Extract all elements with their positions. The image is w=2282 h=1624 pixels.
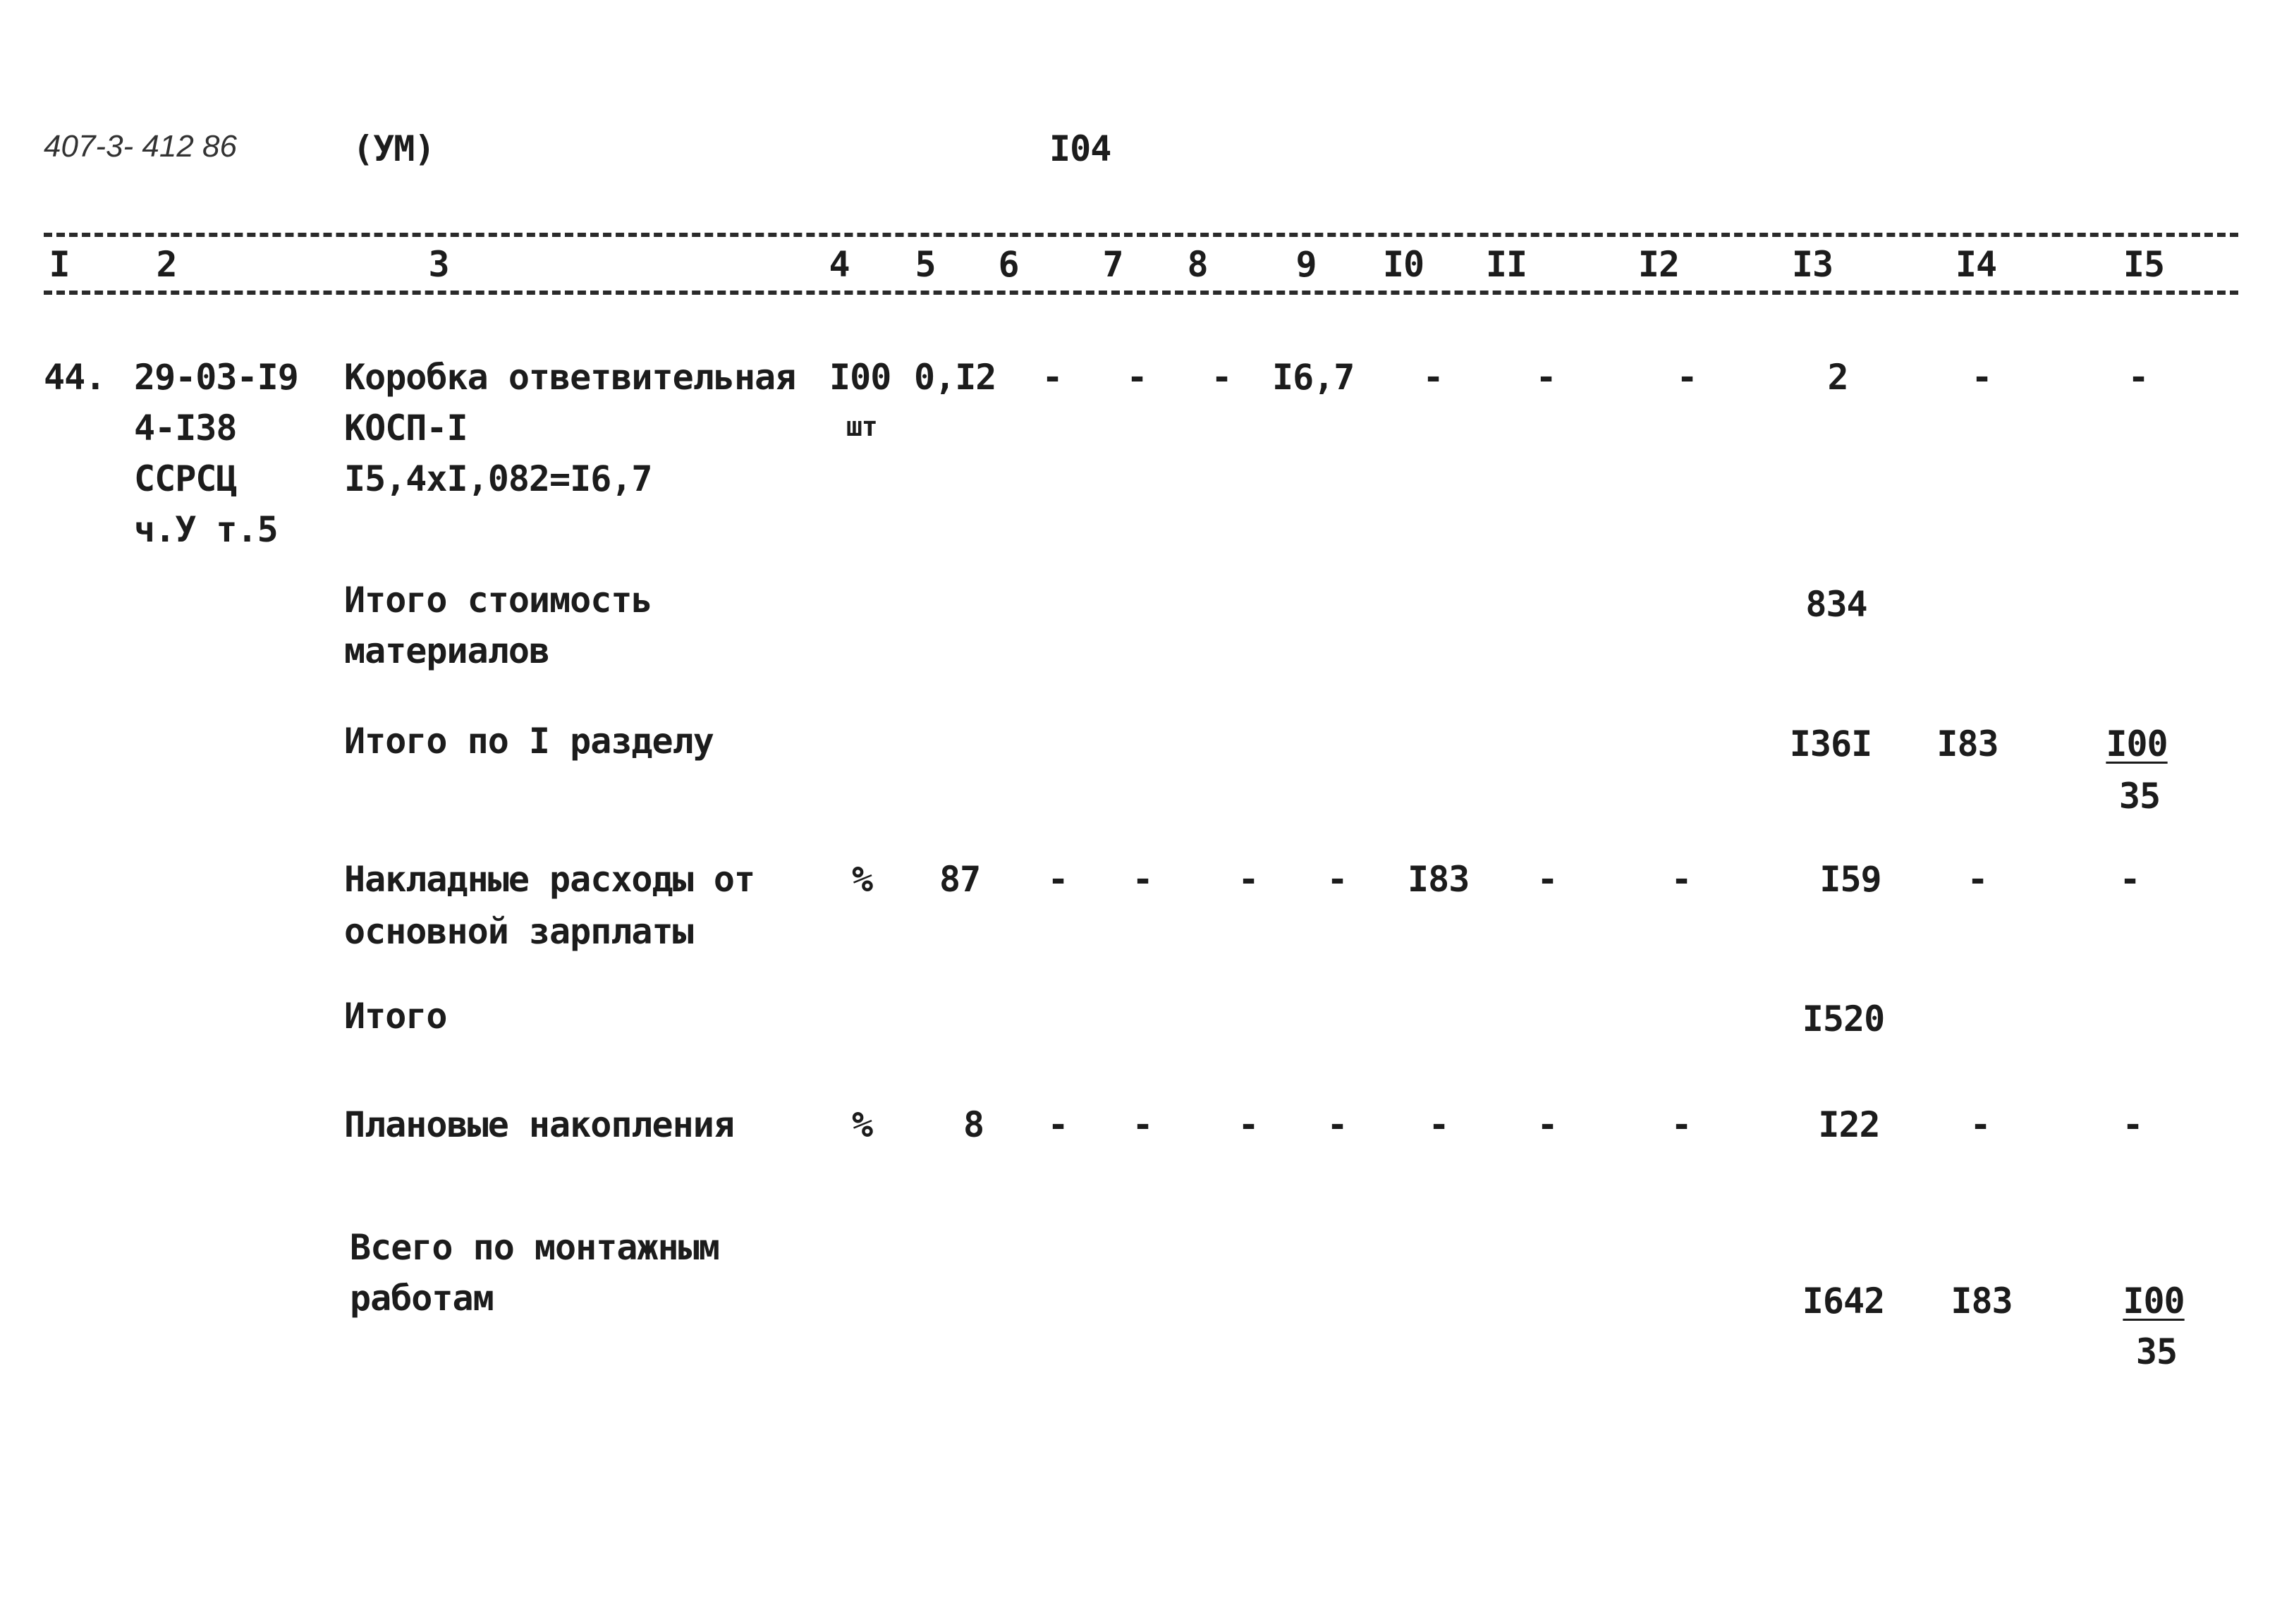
column-header-4: 4 — [829, 244, 850, 285]
section-total-label: Итого по I разделу — [344, 721, 714, 762]
materials-total-col-13: 834 — [1805, 584, 1867, 625]
planned-col-6: - — [1047, 1104, 1068, 1145]
grand-total-col-14: I83 — [1951, 1281, 2013, 1321]
item-col-7: - — [1126, 357, 1147, 398]
item-col-10: - — [1422, 357, 1444, 398]
planned-col-14: - — [1970, 1104, 1991, 1145]
item-name-line: I5,4хI,082=I6,7 — [344, 458, 652, 499]
overhead-col-6: - — [1047, 859, 1068, 900]
overhead-col-11: - — [1537, 859, 1558, 900]
item-col-11: - — [1535, 357, 1556, 398]
header-bottom-rule — [44, 291, 2238, 295]
grand-total-label: работам — [350, 1278, 494, 1319]
overhead-col-8: - — [1238, 859, 1259, 900]
planned-col-15: - — [2122, 1104, 2143, 1145]
planned-col-11: - — [1537, 1104, 1558, 1145]
overhead-col-9: - — [1326, 859, 1348, 900]
overhead-col-12: - — [1671, 859, 1692, 900]
overhead-label: Накладные расходы от — [344, 859, 755, 900]
grand-total-col-15-bottom: 35 — [2135, 1331, 2178, 1372]
item-name-line: КОСП-I — [344, 408, 468, 448]
column-header-5: 5 — [915, 244, 936, 285]
overhead-col-7: - — [1132, 859, 1153, 900]
column-header-13: I3 — [1791, 244, 1833, 285]
column-header-1: I — [49, 244, 70, 285]
materials-total-label: материалов — [344, 630, 550, 671]
item-code-line: ч.У т.5 — [134, 509, 278, 550]
column-header-15: I5 — [2123, 244, 2165, 285]
document-code: 407-3- 412 86 — [44, 129, 237, 164]
column-header-8: 8 — [1187, 244, 1208, 285]
section-total-col-13: I36I — [1789, 724, 1872, 764]
overhead-col-10: I83 — [1408, 859, 1470, 900]
item-col-5: 0,I2 — [914, 357, 996, 398]
grand-total-label: Всего по монтажным — [350, 1227, 719, 1268]
item-col-12: - — [1676, 357, 1697, 398]
planned-unit: % — [852, 1104, 873, 1145]
item-code-line: 4-I38 — [134, 408, 237, 448]
column-header-7: 7 — [1102, 244, 1123, 285]
subtotal-label: Итого — [344, 996, 447, 1037]
column-header-2: 2 — [156, 244, 177, 285]
column-header-10: I0 — [1382, 244, 1424, 285]
grand-total-col-13: I642 — [1802, 1281, 1885, 1321]
item-name-line: Коробка ответвительная — [344, 357, 796, 398]
column-header-12: I2 — [1637, 244, 1680, 285]
header-top-rule — [44, 233, 2238, 237]
item-col-9: I6,7 — [1272, 357, 1355, 398]
planned-col-12: - — [1671, 1104, 1692, 1145]
planned-col-7: - — [1132, 1104, 1153, 1145]
item-col-15: - — [2128, 357, 2149, 398]
column-header-6: 6 — [998, 244, 1019, 285]
planned-col-9: - — [1326, 1104, 1348, 1145]
planned-col-10: - — [1428, 1104, 1449, 1145]
item-col-13: 2 — [1827, 357, 1848, 398]
overhead-label: основной зарплаты — [344, 911, 693, 952]
item-code-line: ССРСЦ — [134, 458, 237, 499]
column-header-11: II — [1485, 244, 1527, 285]
overhead-col-15: - — [2119, 859, 2140, 900]
column-header-14: I4 — [1955, 244, 1997, 285]
item-code-line: 29-03-I9 — [134, 357, 298, 398]
item-col-8: - — [1211, 357, 1232, 398]
page-number: I04 — [1049, 128, 1111, 169]
grand-total-col-15-top: I00 — [2123, 1281, 2185, 1321]
item-unit: I00 — [829, 357, 891, 398]
planned-col-5: 8 — [963, 1104, 984, 1145]
overhead-col-13: I59 — [1819, 859, 1881, 900]
overhead-col-5: 87 — [939, 859, 981, 900]
item-col-6: - — [1042, 357, 1063, 398]
item-col-14: - — [1971, 357, 1992, 398]
overhead-unit: % — [852, 859, 873, 900]
column-header-9: 9 — [1295, 244, 1317, 285]
overhead-col-14: - — [1967, 859, 1988, 900]
materials-total-label: Итого стоимость — [344, 580, 652, 621]
section-total-col-15-top: I00 — [2106, 724, 2168, 764]
item-unit-sub: шт — [846, 411, 877, 442]
item-number: 44. — [44, 357, 106, 398]
planned-label: Плановые накопления — [344, 1104, 734, 1145]
section-total-col-15-bottom: 35 — [2118, 776, 2161, 817]
column-header-3: 3 — [428, 244, 449, 285]
section-total-col-14: I83 — [1936, 724, 1999, 764]
planned-col-13: I22 — [1818, 1104, 1880, 1145]
document-tag: (УМ) — [353, 128, 435, 169]
planned-col-8: - — [1238, 1104, 1259, 1145]
subtotal-col-13: I520 — [1802, 999, 1885, 1039]
